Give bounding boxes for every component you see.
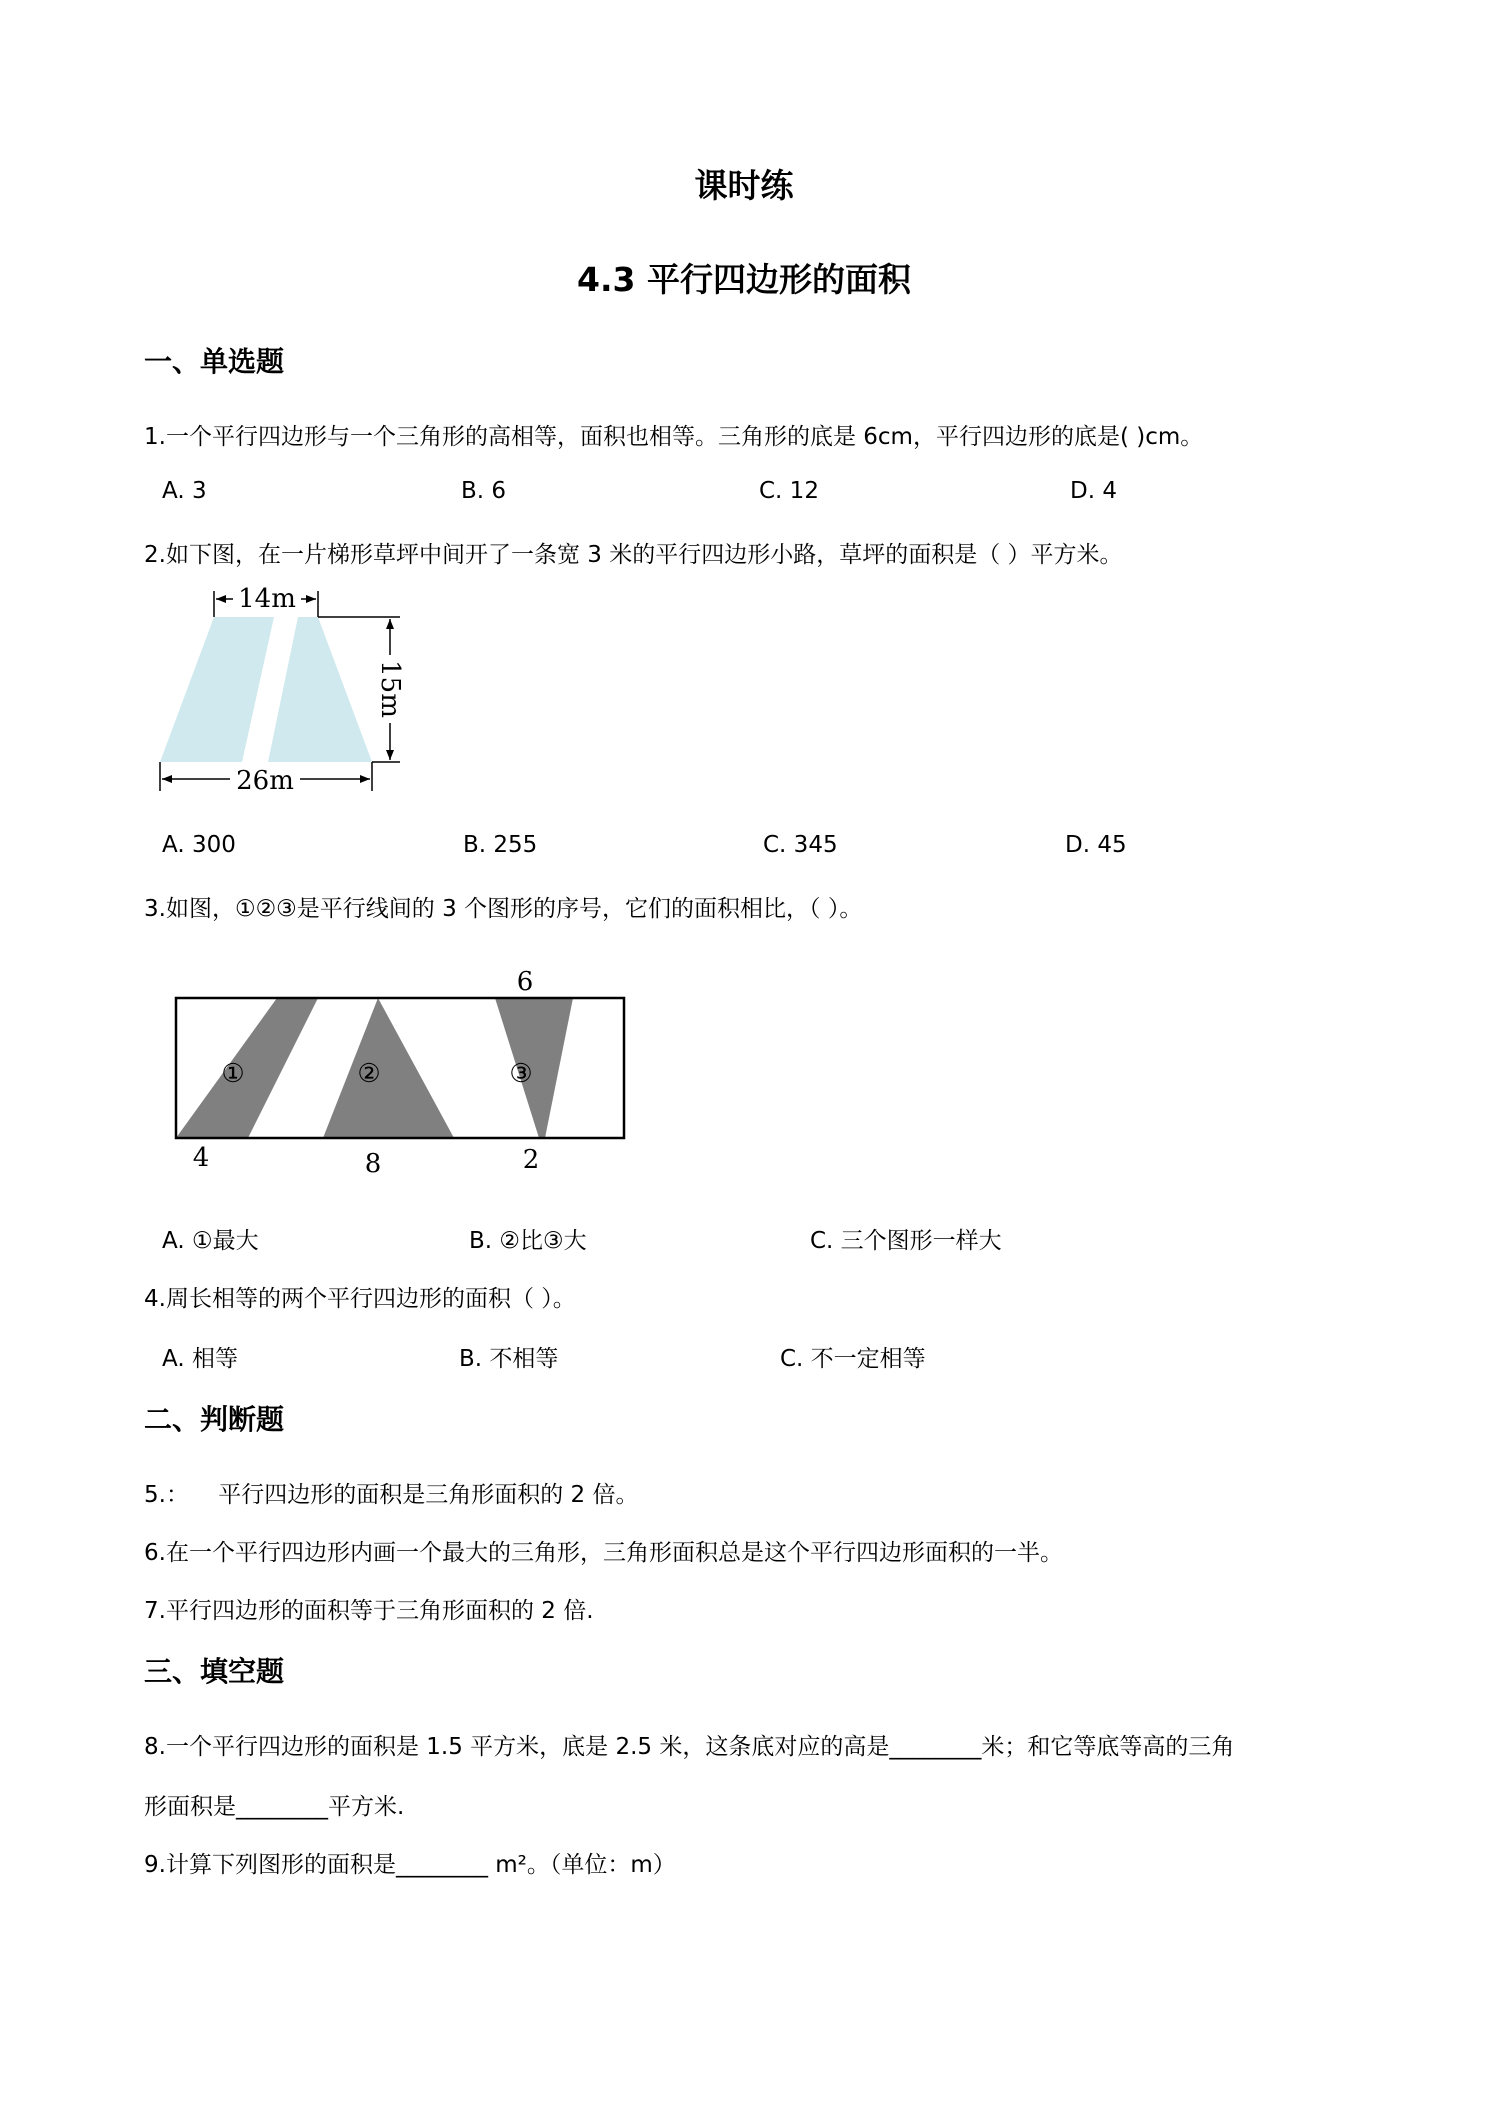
q3-option-b: B. ②比③大 [469, 1228, 587, 1254]
top-base-label: 14m [238, 585, 296, 614]
shape-2-label: ② [357, 1059, 381, 1089]
parallel-lines-shapes-figure [165, 950, 635, 1180]
q4-option-b: B. 不相等 [459, 1346, 559, 1372]
q1-option-c: C. 12 [759, 478, 819, 504]
shape-2-triangle [323, 998, 454, 1138]
q2-option-c: C. 345 [763, 832, 838, 858]
question-6: 6.在一个平行四边形内画一个最大的三角形，三角形面积总是这个平行四边形面积的一半。 [144, 1540, 1063, 1566]
q2-option-b: B. 255 [463, 832, 538, 858]
q2-option-a: A. 300 [162, 832, 236, 858]
trapezoid-lawn-figure [150, 585, 410, 805]
question-9: 9.计算下列图形的面积是________ m²。（单位：m） [144, 1852, 676, 1878]
q3-option-a: A. ①最大 [162, 1228, 259, 1254]
section-heading-single-choice: 一、单选题 [144, 345, 285, 378]
bottom-base-label: 26m [236, 766, 294, 796]
shape-1-bottom-label: 4 [192, 1143, 210, 1173]
shape-2-bottom-label: 8 [364, 1149, 382, 1179]
page-title: 课时练 [694, 166, 794, 205]
shape-3-top-label: 6 [516, 967, 534, 997]
q4-option-a: A. 相等 [162, 1346, 238, 1372]
shape-1-label: ① [221, 1059, 245, 1089]
shape-3-trapezoid [495, 998, 573, 1138]
question-4: 4.周长相等的两个平行四边形的面积（ ）。 [144, 1286, 576, 1312]
question-8-line-2: 形面积是________平方米. [144, 1794, 405, 1820]
question-7: 7.平行四边形的面积等于三角形面积的 2 倍. [144, 1598, 594, 1624]
question-2: 2.如下图，在一片梯形草坪中间开了一条宽 3 米的平行四边形小路，草坪的面积是（ ）平方米。 [144, 542, 1123, 568]
question-1: 1.一个平行四边形与一个三角形的高相等，面积也相等。三角形的底是 6cm，平行四边形的底是( )cm。 [144, 424, 1204, 450]
q3-option-c: C. 三个图形一样大 [810, 1228, 1002, 1254]
q1-option-a: A. 3 [162, 478, 207, 504]
q2-option-d: D. 45 [1065, 832, 1127, 858]
shape-3-label: ③ [509, 1059, 533, 1089]
q1-option-b: B. 6 [461, 478, 507, 504]
q1-option-d: D. 4 [1070, 478, 1117, 504]
shape-3-bottom-label: 2 [522, 1145, 540, 1175]
shape-1-parallelogram [176, 998, 318, 1138]
section-heading-fill-blank: 三、填空题 [144, 1655, 285, 1688]
question-3: 3.如图，①②③是平行线间的 3 个图形的序号，它们的面积相比，（ ）。 [144, 896, 863, 922]
page-subtitle: 4.3 平行四边形的面积 [577, 260, 911, 299]
section-heading-true-false: 二、判断题 [144, 1403, 285, 1436]
question-5: 5.： 平行四边形的面积是三角形面积的 2 倍。 [144, 1482, 639, 1508]
question-8-line-1: 8.一个平行四边形的面积是 1.5 平方米，底是 2.5 米，这条底对应的高是________米；和它等底等高的三角 [144, 1734, 1235, 1760]
height-label: 15m [375, 660, 405, 718]
q4-option-c: C. 不一定相等 [780, 1346, 926, 1372]
